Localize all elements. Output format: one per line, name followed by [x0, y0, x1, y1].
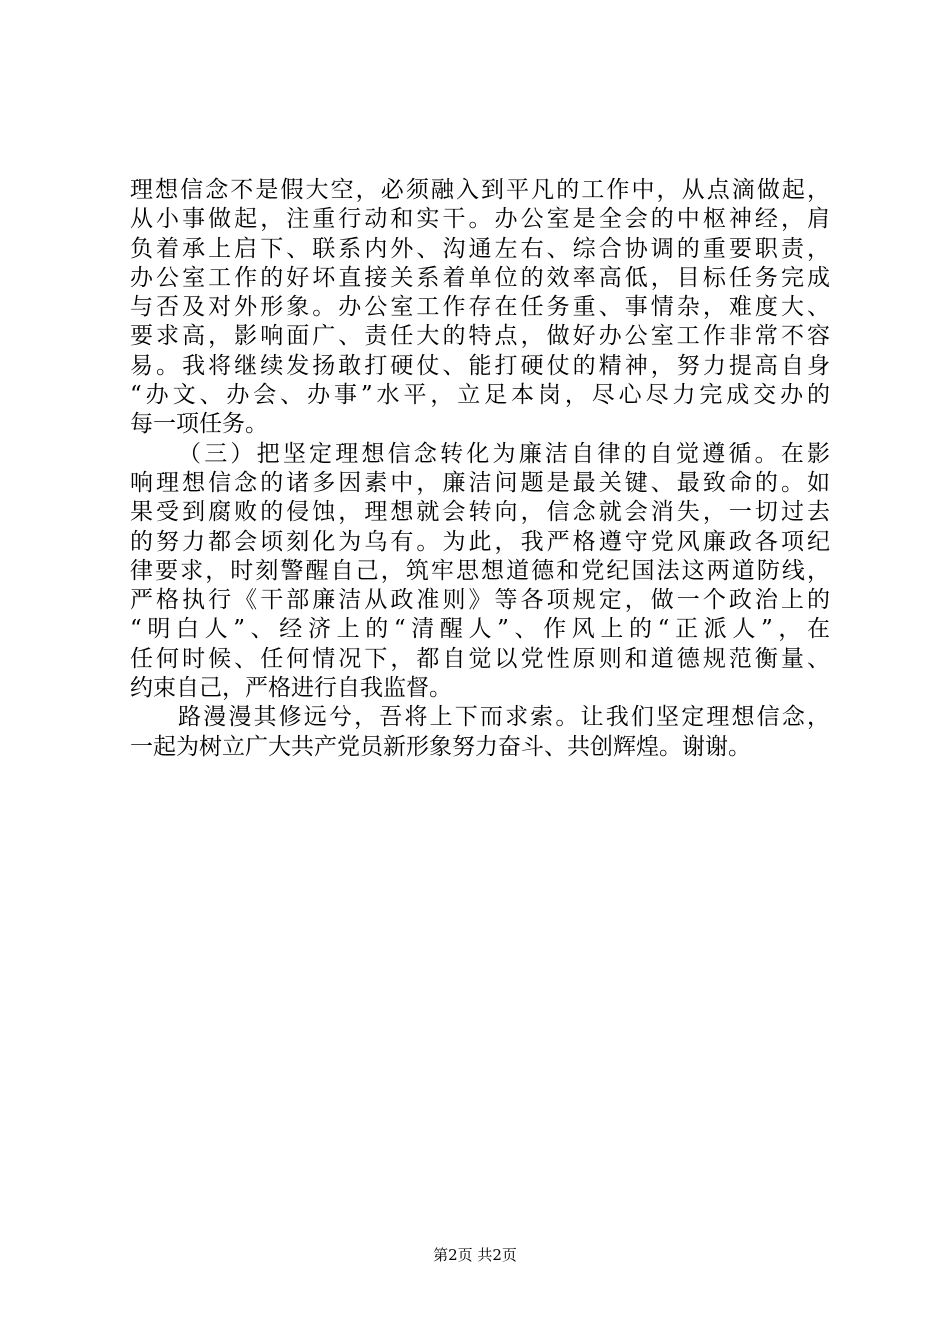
text-line: 从小事做起，注重行动和实干。办公室是全会的中枢神经，肩 [130, 206, 830, 233]
text-line: 办公室工作的好坏直接关系着单位的效率高低，目标任务完成 [130, 264, 830, 291]
text-line: （三）把坚定理想信念转化为廉洁自律的自觉遵循。在影 [178, 440, 830, 467]
document-body [130, 176, 830, 762]
text-line: “办文、办会、办事”水平，立足本岗，尽心尽力完成交办的 [130, 382, 830, 409]
text-line: 响理想信念的诸多因素中，廉洁问题是最关键、最致命的。如 [130, 469, 830, 496]
paragraph-continuation [130, 176, 830, 440]
text-line: 一起为树立广大共产党员新形象努力奋斗、共创辉煌。谢谢。 [130, 733, 751, 760]
text-line: 理想信念不是假大空，必须融入到平凡的工作中，从点滴做起， [130, 177, 830, 203]
text-line: 易。我将继续发扬敢打硬仗、能打硬仗的精神，努力提高自身 [130, 352, 830, 379]
text-line: 每一项任务。 [130, 411, 268, 438]
text-line: 任何时候、任何情况下，都自觉以党性原则和道德规范衡量、 [130, 645, 830, 672]
text-line: 与否及对外形象。办公室工作存在任务重、事情杂，难度大、 [130, 294, 830, 321]
text-line: 果受到腐败的侵蚀，理想就会转向，信念就会消失，一切过去 [130, 499, 830, 526]
text-line: 严格执行《干部廉洁从政准则》等各项规定，做一个政治上的 [130, 587, 830, 614]
text-line: 的努力都会顷刻化为乌有。为此，我严格遵守党风廉政各项纪 [130, 528, 830, 555]
text-line: 要求高，影响面广、责任大的特点，做好办公室工作非常不容 [130, 323, 830, 350]
paragraph-section-three [130, 440, 830, 704]
text-line: 路漫漫其修远兮，吾将上下而求索。让我们坚定理想信念， [178, 704, 830, 731]
text-line: 约束自己，严格进行自我监督。 [130, 675, 452, 702]
text-line: 负着承上启下、联系内外、沟通左右、综合协调的重要职责， [130, 235, 830, 262]
paragraph-closing [130, 703, 830, 762]
text-line: 律要求，时刻警醒自己，筑牢思想道德和党纪国法这两道防线， [130, 557, 830, 584]
page-number-footer: 第2页 共2页 [433, 1246, 517, 1264]
text-line: “明白人”、经济上的“清醒人”、作风上的“正派人”，在 [130, 616, 830, 643]
